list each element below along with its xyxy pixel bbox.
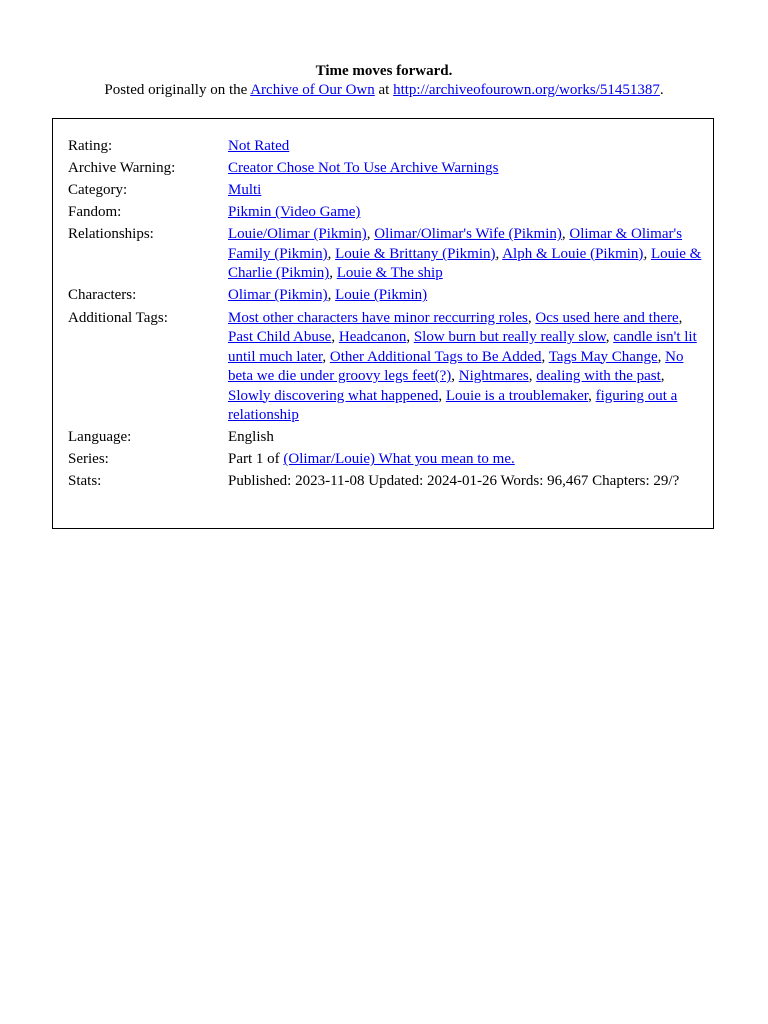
stats-label: Stats: (68, 473, 102, 490)
language-row (68, 428, 703, 450)
category-row (68, 181, 703, 203)
freeform-tag[interactable]: Slow burn but really really slow (413, 329, 606, 346)
tags-row (68, 309, 703, 429)
freeform-tag[interactable]: Louie is a troublemaker (445, 387, 589, 404)
freeform-tag[interactable]: Ocs used here and there (535, 309, 679, 326)
relationships-list: Louie/Olimar (Pikmin), Olimar/Olimar's Wife (Pikmin), Olimar & Olimar's Family (Pikmin), Louie & Brittany (Pikmin), Alph & Louie (Pikmin), Louie & Charlie (Pikmin), Louie & The ship (228, 226, 702, 282)
series-row (68, 450, 703, 472)
relationship-tag[interactable]: Louie/Olimar (Pikmin) (228, 226, 367, 243)
warning-row (68, 159, 703, 181)
characters-row (68, 286, 703, 308)
relationship-tag[interactable]: Louie & Brittany (Pikmin) (335, 245, 496, 262)
character-tag[interactable]: Louie (Pikmin) (335, 287, 428, 304)
series-link[interactable]: (Olimar/Louie) What you mean to me. (283, 451, 515, 468)
relationship-tag[interactable]: Alph & Louie (Pikmin) (502, 245, 644, 262)
fandom-link[interactable]: Pikmin (Video Game) (228, 204, 361, 221)
freeform-tag[interactable]: candle isn't lit until much later (228, 329, 697, 365)
freeform-tag[interactable]: dealing with the past (536, 368, 661, 385)
tags-list: Most other characters have minor reccurring roles, Ocs used here and there, Past Child Abuse, Headcanon, Slow burn but really really slow, candle isn't lit until much later, Other Additional Tags to Be Added, Tags May Change, No beta we die under groovy legs feet(?), Nightmares, dealing with the past, Slowly discovering what happened, Louie is a troublemaker, figuring out a relationship (228, 309, 697, 424)
relationships-label: Relationships: (68, 226, 154, 243)
freeform-tag[interactable]: Headcanon (338, 329, 407, 346)
character-tag[interactable]: Olimar (Pikmin) (228, 287, 328, 304)
fandom-row (68, 203, 703, 225)
freeform-tag[interactable]: Past Child Abuse (228, 329, 332, 346)
freeform-tag[interactable]: No beta we die under groovy legs feet(?) (228, 348, 684, 385)
relationships-row (68, 225, 703, 286)
archive-link[interactable]: Archive of Our Own (250, 82, 375, 98)
warning-label: Archive Warning: (68, 160, 176, 177)
freeform-tag[interactable]: figuring out a relationship (228, 387, 678, 424)
freeform-tag[interactable]: Nightmares (458, 368, 529, 385)
fandom-label: Fandom: (68, 204, 122, 221)
category-link[interactable]: Multi (228, 182, 262, 199)
relationship-tag[interactable]: Louie & The ship (336, 265, 443, 282)
series-prefix: Part 1 of (228, 451, 284, 468)
category-label: Category: (68, 182, 128, 199)
relationship-tag[interactable]: Louie & Charlie (Pikmin) (228, 245, 702, 282)
work-title: Time moves forward. (315, 63, 453, 79)
language-value: English (228, 429, 274, 446)
at-text: at (374, 82, 394, 98)
rating-label: Rating: (68, 138, 113, 154)
warning-link[interactable]: Creator Chose Not To Use Archive Warnings (228, 160, 499, 177)
rating-row (68, 137, 703, 159)
work-meta-box (52, 118, 714, 529)
work-meta-table (68, 137, 703, 494)
characters-label: Characters: (68, 287, 137, 304)
posted-prefix: Posted originally on the (104, 82, 251, 98)
work-header (0, 0, 768, 100)
freeform-tag[interactable]: Other Additional Tags to Be Added (329, 348, 542, 365)
freeform-tag[interactable]: Most other characters have minor reccurring roles (228, 309, 528, 326)
freeform-tag[interactable]: Tags May Change (548, 348, 658, 365)
rating-link[interactable]: Not Rated (228, 138, 290, 154)
work-url-link[interactable]: http://archiveofourown.org/works/51451387 (393, 82, 660, 98)
freeform-tag[interactable]: Slowly discovering what happened (228, 387, 439, 404)
language-label: Language: (68, 429, 132, 446)
relationship-tag[interactable]: Olimar & Olimar's Family (Pikmin) (228, 226, 683, 262)
relationship-tag[interactable]: Olimar/Olimar's Wife (Pikmin) (374, 226, 562, 243)
period: . (659, 82, 664, 98)
characters-list: Olimar (Pikmin), Louie (Pikmin) (228, 287, 428, 304)
stats-row (68, 472, 703, 494)
tags-label: Additional Tags: (68, 309, 168, 326)
posted-line (0, 81, 768, 100)
stats-value: Published: 2023-11-08 Updated: 2024-01-26 Words: 96,467 Chapters: 29/? (228, 473, 680, 490)
series-label: Series: (68, 451, 109, 468)
